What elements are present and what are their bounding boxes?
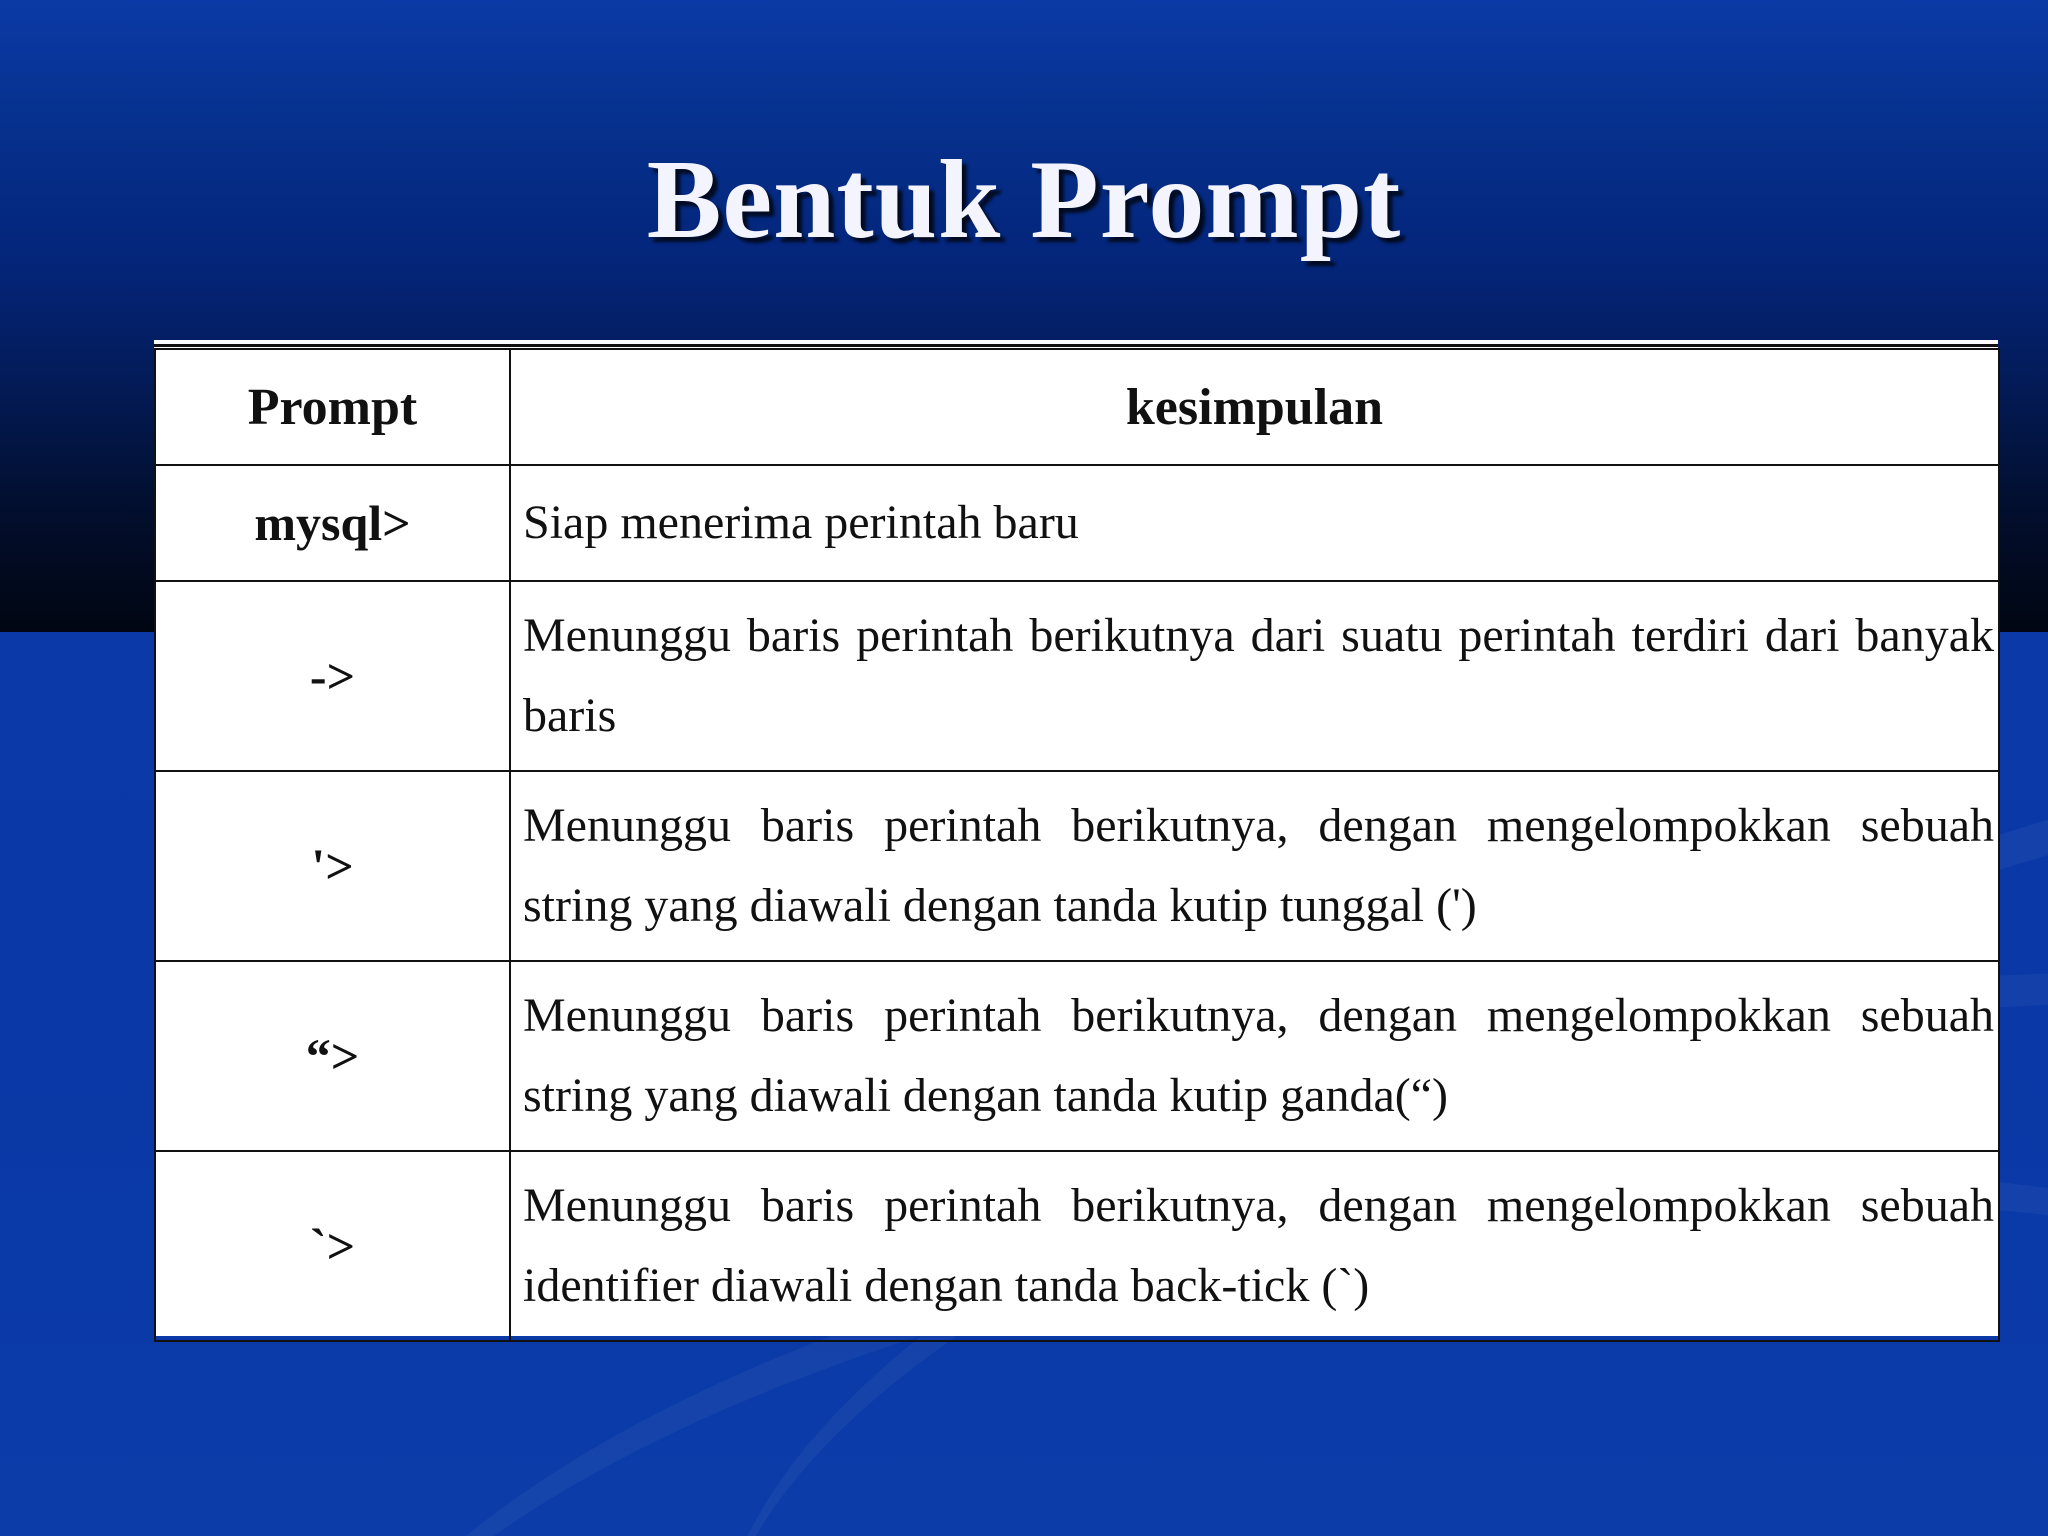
summary-cell: Siap menerima perintah baru (510, 465, 1999, 581)
table-header-row (155, 349, 1999, 465)
prompt-table-container (154, 340, 1998, 1336)
slide-title: Bentuk Prompt (646, 138, 1402, 262)
table-row (155, 581, 1999, 771)
prompt-cell: mysql> (155, 465, 510, 581)
summary-cell: Menunggu baris perintah berikutnya dari suatu perintah terdiri dari banyak baris (510, 581, 1999, 771)
table-row (155, 771, 1999, 961)
table-row (155, 1151, 1999, 1341)
table-row (155, 465, 1999, 581)
prompt-cell: `> (155, 1151, 510, 1341)
table-row (155, 961, 1999, 1151)
prompt-table (154, 348, 2000, 1342)
table-top-rule (154, 340, 1998, 347)
summary-cell: Menunggu baris perintah berikutnya, dengan mengelompokkan sebuah string yang diawali dengan tanda kutip ganda(“) (510, 961, 1999, 1151)
column-header-summary: kesimpulan (510, 349, 1999, 465)
summary-cell: Menunggu baris perintah berikutnya, dengan mengelompokkan sebuah string yang diawali dengan tanda kutip tunggal (') (510, 771, 1999, 961)
prompt-cell: -> (155, 581, 510, 771)
column-header-prompt: Prompt (155, 349, 510, 465)
summary-cell: Menunggu baris perintah berikutnya, dengan mengelompokkan sebuah identifier diawali dengan tanda back-tick (`) (510, 1151, 1999, 1341)
prompt-cell: “> (155, 961, 510, 1151)
prompt-cell: '> (155, 771, 510, 961)
